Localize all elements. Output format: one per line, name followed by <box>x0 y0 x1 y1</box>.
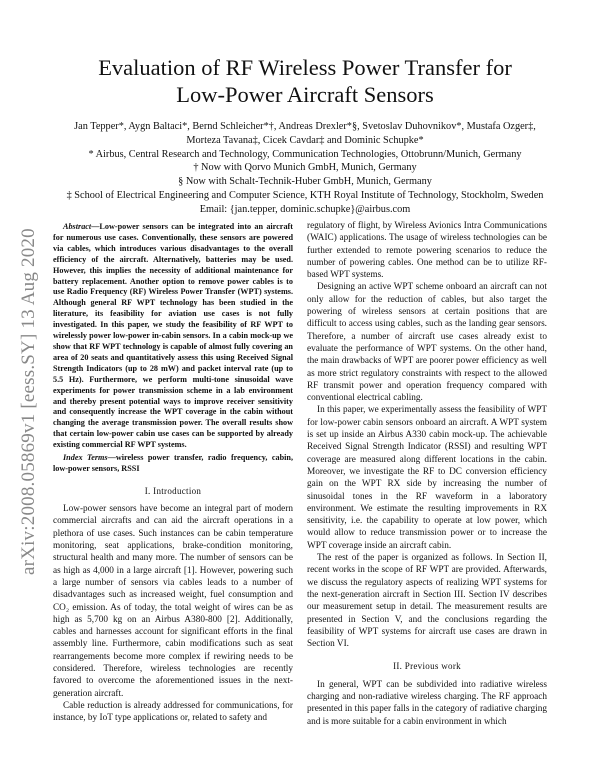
affiliation-schalt-technik: § Now with Schalt-Technik-Huber GmbH, Munich, Germany <box>178 176 432 188</box>
body-paragraph-1: regulatory of flight, by Wireless Avionics Intra Communications (WAIC) applications. The usage of wireless technologies can be further extended to remote powering scenarios to reduce the number of powering cables. One method can be to utilize RF-based WPT systems. <box>307 221 547 281</box>
intro-paragraph-1: Low-power sensors have become an integral part of modern commercial aircrafts and can aid the aircraft operations in a plethora of use cases. Such instances can be cabin temperature monitoring, seat applications, brake-condition monitoring, structural health and many more. The number of sensors can be as high as 4,000 in a large aircraft [1]. However, powering such a large number of sensors via cables leads to a number of disadvantages such as increased weight, fuel consumption and CO₂ emission. As of today, the total weight of wires can be as high as 5,700 kg on an Airbus A380-800 [2]. Additionally, cables and harnesses account for significant efforts in the final assembly line. Furthermore, cabin modifications such as seat rearrangements become more complex if rewiring needs to be considered. Therefore, wireless technologies are recently favored to overcome the aforementioned issues in the next-generation aircraft. <box>53 504 293 699</box>
affiliation-airbus: * Airbus, Central Research and Technology, Communication Technologies, Ottobrunn/Munich, Germany <box>88 148 522 160</box>
left-column <box>53 222 293 724</box>
body-paragraph-5: In general, WPT can be subdivided into radiative wireless charging and non-radiative wireless charging. The RF approach presented in this paper falls in the category of radiative charging and is more suitable for a cabin environment in which <box>307 679 547 727</box>
index-terms-label: Index Terms <box>63 453 108 463</box>
author-block <box>50 120 560 217</box>
affiliation-kth: ‡ School of Electrical Engineering and Computer Science, KTH Royal Institute of Technology, Stockholm, Sweden <box>66 189 544 201</box>
section-heading-introduction: I. Introduction <box>144 485 202 496</box>
body-paragraph-2: Designing an active WPT scheme onboard an aircraft can not only allow for the reduction of cables, but also target the powering of wireless sensors at certain positions that are difficult to access using cables, such as the landing gear sensors. Therefore, a number of aircraft use cases already exist to evaluate the performance of WPT systems. On the other hand, the main drawbacks of WPT are poorer power efficiency as well as more strict regulatory constraints with respect to the allowed RF transmit power and operation frequency compared with conventional electrical cabling. <box>307 282 547 404</box>
right-column <box>307 220 547 728</box>
affiliation-qorvo: † Now with Qorvo Munich GmbH, Munich, Germany <box>193 162 417 174</box>
authors-line-1: Jan Tepper*, Aygn Baltaci*, Bernd Schleicher*†, Andreas Drexler*§, Svetoslav Duhovnikov*, Mustafa Ozger‡, <box>74 121 536 132</box>
section-heading-previous-work: II. Previous work <box>393 661 461 672</box>
index-terms <box>53 453 293 475</box>
index-terms-text: —wireless power transfer, radio frequency, cabin, low-power sensors, RSSI <box>53 453 293 473</box>
arxiv-identifier <box>4 200 44 580</box>
abstract-label: Abstract <box>63 222 92 231</box>
paper-title <box>60 54 550 108</box>
body-paragraph-4: The rest of the paper is organized as follows. In Section II, recent works in the scope of RF WPT are provided. Afterwards, we discuss the regulatory aspects of realizing WPT systems for the next-generation aircraft in Section III. Section IV describes our measurement setup in detail. The measurement results are presented in Section V, and the conclusions regarding the feasibility of WPT systems for aircraft use cases are drawn in Section VI. <box>307 553 547 650</box>
contact-email: Email: {jan.tepper, dominic.schupke}@airbus.com <box>199 203 411 215</box>
arxiv-id-text: arXiv:2008.05869v1 [eess.SY] 13 Aug 2020 <box>18 228 39 575</box>
title-line-2: Low-Power Aircraft Sensors <box>176 82 434 107</box>
abstract <box>53 222 293 451</box>
body-paragraph-3: In this paper, we experimentally assess the feasibility of WPT for low-power cabin sensors onboard an aircraft. A WPT system is set up inside an Airbus A330 cabin mock-up. The achievable Received Signal Strength Indicator (RSSI) and resulting WPT coverage are measured along different locations in the cabin. Moreover, we investigate the RF to DC conversion efficiency gain on the WPT RX side by increasing the number of sinusoidal tones in the RF waveform in a laboratory environment. We estimate the resulting improvements in RX sensitivity, i.e. the capability to operate at low power, which would allow to reduce transmission power or to increase the WPT coverage inside an aircraft cabin. <box>307 405 547 551</box>
intro-paragraph-2: Cable reduction is already addressed for communications, for instance, by IoT type applications or, related to safety and <box>53 700 293 724</box>
abstract-text: —Low-power sensors can be integrated into an aircraft for numerous use cases. Conventionally, these sensors are powered via cables, which introduces various disadvantages to the overall efficiency of the aircraft. Alternatively, batteries may be used. However, this implies the necessity of additional maintenance for battery replacement. Another option to remove power cables is to use Radio Frequency (RF) Wireless Power Transfer (WPT) systems. Although general RF WPT technology has been studied in the literature, its feasibility for aviation use cases is not fully investigated. In this paper, we study the feasibility of RF WPT to wirelessly power low-power in-cabin sensors. In a cabin mock-up we show that RF WPT technology is capable of almost fully covering an area of 20 seats and quantitatively assess this using Received Signal Strength Indicators (up to 28 mW) and packet interval rate (up to 5.5 Hz). Furthermore, we perform multi-tone sinusoidal wave experiments for power transmission scheme in a lab environment and thereby present potential ways to improve receiver sensitivity and consequently increase the WPT coverage in the cabin without changing the average transmission power. The overall results show that certain low-power cabin use cases can be supported by already existing commercial RF WPT systems. <box>53 222 293 450</box>
title-line-1: Evaluation of RF Wireless Power Transfer for <box>98 55 512 80</box>
authors-line-2: Morteza Tavana‡, Cicek Cavdar‡ and Dominic Schupke* <box>186 134 424 146</box>
